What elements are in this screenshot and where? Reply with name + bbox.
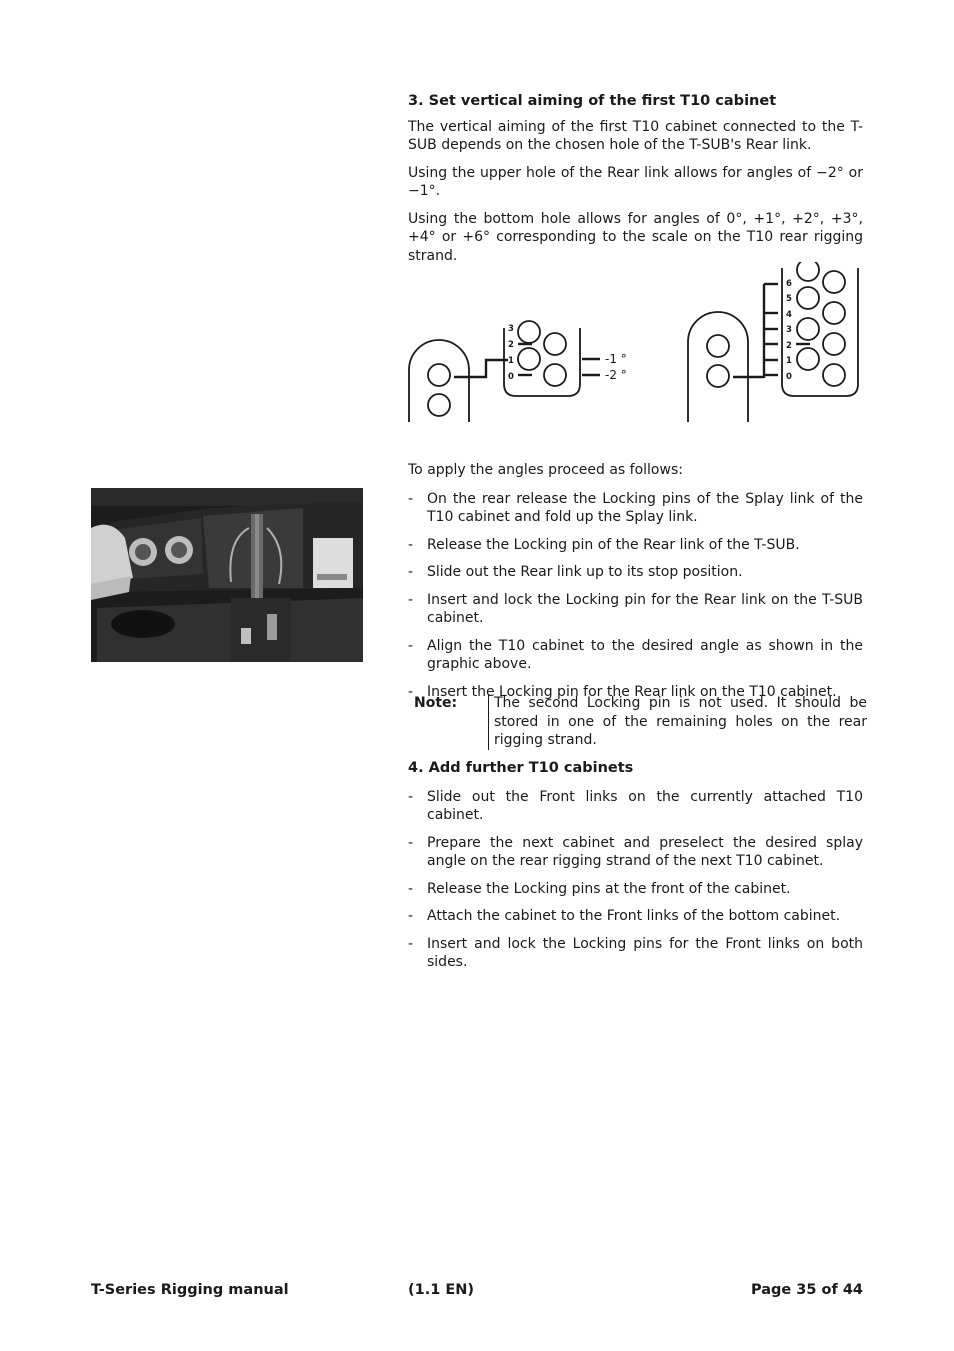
- t10-hole-right-4: [823, 302, 845, 324]
- tsub-rear-link-outline: [409, 340, 469, 422]
- tsub-hole-upper: [428, 364, 450, 386]
- tsub-hole-upper-right: [707, 335, 729, 357]
- tsub-rear-link-outline-right: [688, 312, 748, 422]
- right-scale-3: 3: [786, 325, 792, 335]
- section-3-paragraph-1: The vertical aiming of the first T10 cabinet connected to the T-SUB depends on the chosen hole of the T-SUB's Rear link.: [408, 118, 863, 153]
- tsub-hole-lower-right: [707, 365, 729, 387]
- list-item: - Insert and lock the Locking pin for the Rear link on the T-SUB cabinet.: [408, 591, 863, 626]
- t10-hole-right-2: [823, 271, 845, 293]
- list-item: - Slide out the Front links on the currently attached T10 cabinet.: [408, 788, 863, 823]
- right-scale-2: 2: [786, 341, 792, 351]
- left-scale-1: 1: [508, 356, 514, 366]
- t10-hole-right-3: [797, 287, 819, 309]
- list-item: - Prepare the next cabinet and preselect the desired splay angle on the rear rigging strand of the next T10 cabinet.: [408, 834, 863, 869]
- list-item: - On the rear release the Locking pins of the Splay link of the T10 cabinet and fold up the Splay link.: [408, 490, 863, 525]
- t10-hole-right-8: [823, 364, 845, 386]
- list-item: - Slide out the Rear link up to its stop position.: [408, 564, 743, 580]
- list-item: - Release the Locking pins at the front of the cabinet.: [408, 880, 791, 897]
- list-item: - Attach the cabinet to the Front links of the bottom cabinet.: [408, 908, 841, 924]
- t10-hole-left-4: [544, 364, 566, 386]
- t10-hole-right-6: [823, 333, 845, 355]
- section-3-paragraph-2: Using the upper hole of the Rear link allows for angles of −2° or −1°.: [408, 164, 863, 199]
- section-3-heading: 3. Set vertical aiming of the first T10 cabinet: [408, 93, 777, 109]
- procedure: [408, 461, 863, 701]
- right-scale-5: 5: [786, 294, 792, 304]
- t10-hole-right-5: [797, 318, 819, 340]
- t10-hole-left-1: [518, 321, 540, 343]
- right-scale-0: 0: [786, 372, 792, 382]
- footer-page-number: Page 35 of 44: [750, 1282, 863, 1298]
- left-scale-0: 0: [508, 372, 514, 382]
- tsub-hole-lower: [428, 394, 450, 416]
- angle-label-minus-2: -2 °: [605, 368, 627, 382]
- footer-title: T-Series Rigging manual: [91, 1282, 289, 1298]
- section-4-heading: 4. Add further T10 cabinets: [408, 760, 634, 776]
- section-3-paragraph-3: Using the bottom hole allows for angles of 0°, +1°, +2°, +3°, +4° or +6° corresponding to the scale on the T10 rear rigging strand.: [408, 210, 863, 264]
- note-text: The second Locking pin is not used. It should be stored in one of the remaining holes on the rear rigging strand.: [488, 694, 867, 750]
- procedure-intro: To apply the angles proceed as follows:: [408, 462, 683, 478]
- note-label: Note:: [414, 695, 458, 711]
- list-item: - Release the Locking pin of the Rear link of the T-SUB.: [408, 536, 800, 553]
- section-4: [408, 759, 863, 972]
- section-3: [408, 92, 863, 265]
- right-scale-4: 4: [786, 310, 792, 320]
- right-scale-6: 6: [786, 279, 792, 289]
- angle-label-minus-1: -1 °: [605, 352, 627, 366]
- left-scale-3: 3: [508, 324, 514, 334]
- list-item: - Align the T10 cabinet to the desired angle as shown in the graphic above.: [408, 637, 863, 672]
- t10-hole-left-3: [518, 348, 540, 370]
- left-scale-2: 2: [508, 340, 514, 350]
- t10-strand-outline-right: [782, 268, 858, 396]
- t10-strand-outline-left: [504, 328, 580, 396]
- rigging-angle-diagram: [400, 262, 870, 430]
- left-link-bar: [454, 360, 508, 377]
- list-item: - Insert the Locking pin for the Rear link on the T10 cabinet.: [408, 683, 837, 700]
- cabinet-rigging-photo: [91, 488, 363, 662]
- t10-hole-left-2: [544, 333, 566, 355]
- list-item: - Insert and lock the Locking pins for the Front links on both sides.: [408, 935, 863, 970]
- footer-version: (1.1 EN): [408, 1282, 475, 1298]
- t10-hole-right-7: [797, 348, 819, 370]
- right-scale-1: 1: [786, 356, 792, 366]
- t10-hole-right-1: [797, 262, 819, 281]
